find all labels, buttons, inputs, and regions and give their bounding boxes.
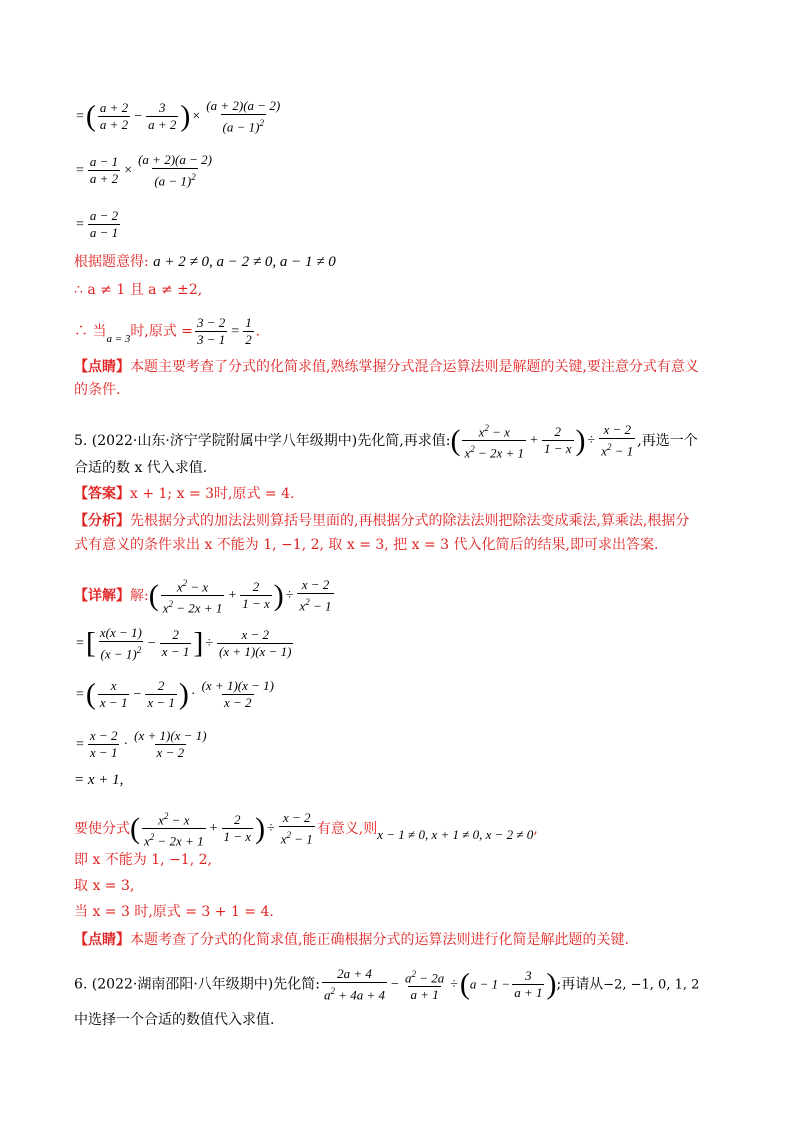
- q5-row-2: =( $\frac{x}{x - 1}$ − $\frac{2}{x - 1}$ ) · $\frac{(x + 1)(x - 1)}{x - 2}$: [76, 677, 274, 711]
- condition-line: 根据题意得: a + 2 ≠ 0, a − 2 ≠ 0, a − 1 ≠ 0: [74, 254, 336, 270]
- therefore-line: ∴ a ≠ 1 且 a ≠ ±2,: [74, 282, 203, 298]
- step-3: = $\frac{a - 2}{a - 1}$: [76, 208, 119, 240]
- step-2: = $\frac{a - 1}{a + 2}$ × $\frac{(a + 2)(a - 2)}{(a - 1)^2}$: [76, 152, 212, 189]
- q5-analysis-2: 式有意义的条件求出 x 不能为 1, −1, 2, 取 x = 3, 把 x = 3 代入化简后的结果,即可求出答案.: [74, 537, 659, 553]
- q5-analysis: 【分析】先根据分式的加法法则算括号里面的,再根据分式的除法法则把除法变成乘法,算乘法,根据分: [74, 513, 690, 529]
- when-line: ∴ 当$_{a = 3}$时,原式 = $\frac{3 - 2}{3 - 1}$ = $\frac{1}{2}$ .: [74, 315, 261, 347]
- q5-row-3: = $\frac{x - 2}{x - 1}$ · $\frac{(x + 1)(x - 1)}{x - 2}$: [76, 728, 207, 760]
- q5-xnot: 即 x 不能为 1, −1, 2,: [74, 852, 212, 868]
- q6-line2: 中选择一个合适的数值代入求值.: [74, 1012, 275, 1028]
- q5-answer: 【答案】x + 1; x = 3时,原式 = 4.: [74, 486, 295, 502]
- q5-row-4: = x + 1,: [74, 772, 124, 788]
- q5-when: 当 x = 3 时,原式 = 3 + 1 = 4.: [74, 904, 274, 920]
- q5-intro: 5. (2022·山东·济宁学院附属中学八年级期中)先化简,再求值:( $\frac{x^2 - x}{x^2 - 2x + 1}$ + $\frac{2}{1 - x}$ ) ÷ $\frac{x - 2}{x^2 - 1}$ ,再选一个: [74, 422, 698, 461]
- step-1: =( $\frac{a + 2}{a + 2}$ − $\frac{3}{a + 2}$ ) × $\frac{(a + 2)(a - 2)}{(a - 1)^2}$: [76, 98, 281, 135]
- q5-meaning: 要使分式( $\frac{x^2 - x}{x^2 - 2x + 1}$ + $\frac{2}{1 - x}$ ) ÷ $\frac{x - 2}{x^2 - 1}$ 有意义,则x − 1 ≠ 0, x + 1 ≠ 0, x − 2 ≠ 0,: [74, 810, 538, 849]
- point-a-2: 的条件.: [74, 382, 121, 398]
- q5-take: 取 x = 3,: [74, 878, 135, 894]
- q5-row-1: =[ $\frac{x(x - 1)}{(x - 1)^2}$ − $\frac{2}{x - 1}$ ] ÷ $\frac{x - 2}{(x + 1)(x - 1)}$: [76, 625, 292, 662]
- q5-detail: 【详解】解:( $\frac{x^2 - x}{x^2 - 2x + 1}$ + $\frac{2}{1 - x}$ ) ÷ $\frac{x - 2}{x^2 - 1}$: [74, 577, 332, 616]
- point-a: 【点睛】本题主要考查了分式的化简求值,熟练掌握分式混合运算法则是解题的关键,要注意分式有意义: [74, 359, 699, 375]
- q6-intro: 6. (2022·湖南邵阳·八年级期中)先化简: $\frac{2a + 4}{a^2 + 4a + 4}$ − $\frac{a^2 - 2a}{a + 1}$ ÷(a − 1 − $\frac{3}{a + 1}$ );再请从−2, −1, 0, 1, 2: [74, 966, 700, 1003]
- q5-point: 【点睛】本题考查了分式的化简求值,能正确根据分式的运算法则进行化简是解此题的关键.: [74, 932, 629, 948]
- q5-line2: 合适的数 x 代入求值.: [74, 460, 208, 476]
